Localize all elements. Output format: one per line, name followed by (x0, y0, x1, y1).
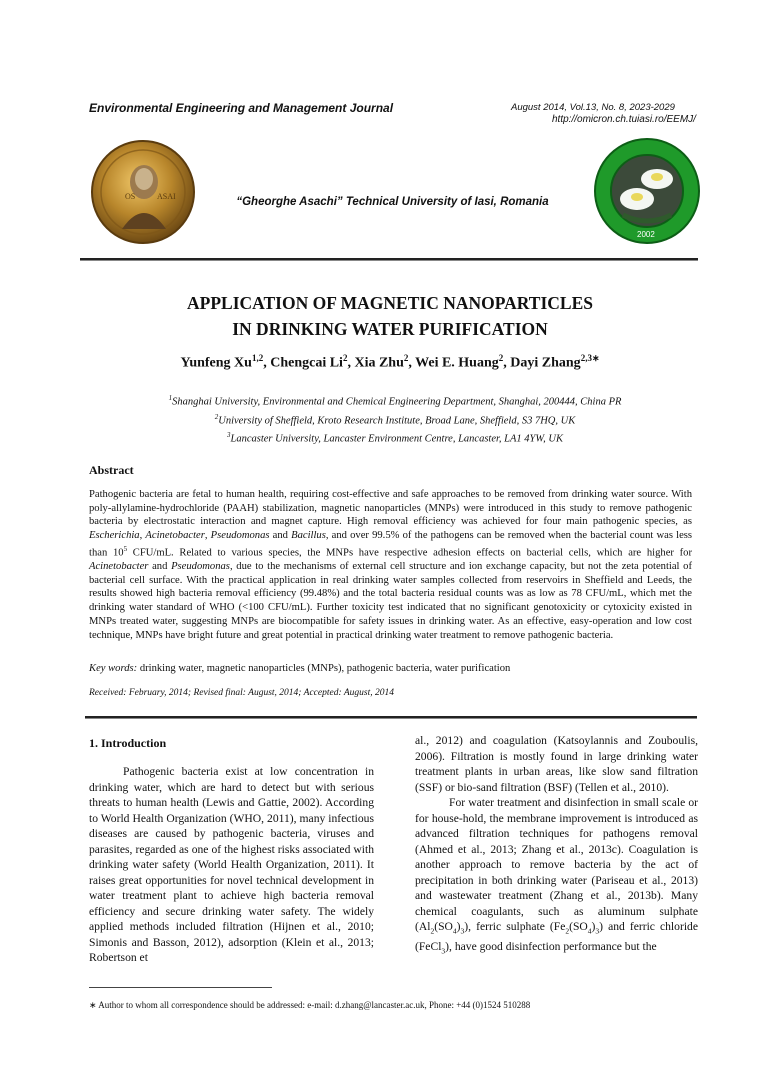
left-column (89, 764, 374, 966)
author-affiliation-marker: 2,3∗ (580, 353, 600, 363)
received-dates: Received: February, 2014; Revised final: August, 2014; Accepted: August, 2014 (89, 688, 394, 698)
keywords (89, 663, 692, 674)
abstract-body: Pathogenic bacteria are fetal to human health, requiring cost-effective and safe approaches to be removed from drinking water source. With poly-allylamine-hydrochloride (PAAH) stabilization, magnetic nanoparticles (MNPs) were introduced in this study to remove pathogenic bacteria by electrostatic interaction and magnet capture. High removal efficiency was achieved for four main pathogenic species, as Escherichia, Acinetobacter, Pseudomonas and Bacillus, and over 99.5% of the pathogens can be removed when the bacterial count was less than $10^5$ CFU/mL. Related to various species, the MNPs have respective adhesion effects on bacterial cells, which are higher for Acinetobacter and Pseudomonas, due to the mechanisms of external cell structure and ion exchange capacity, but not the zeta potential of bacterial cell surface. With the practical application in real drinking water samples collected from reservoirs in Sheffield and Leeds, the results showed high bacteria removal efficiency (99.48%) and the total bacteria residual counts was as low as 78 CFU/mL, which met the drinking water standard of WHO (<100 CFU/mL). Further toxicity test indicated that no significant genotoxicity or cytoxicity existed in MNPs treated water, suggesting MNPs are biocompatible for safety issues in drinking water. As an effective, easy-operation and low cost technique, MNPs have bright future and great potential in practical drinking water treatment to remove pathogenic bacteria. (89, 489, 693, 641)
author-name: Yunfeng Xu (180, 355, 252, 371)
author-affiliation-marker: 2 (498, 353, 504, 363)
affiliation-line: $^2$University of Sheffield, Kroto Research Institute, Broad Lane, Sheffield, S3 7HQ, UK (214, 412, 576, 426)
section-heading-introduction: 1. Introduction (89, 736, 167, 750)
svg-text:ASAI: ASAI (157, 192, 176, 201)
paragraph: Pathogenic bacteria exist at low concentration in drinking water, which are hard to detect but with serious threats to human health (Lewis and Gattie, 2002). According to World Health Organization (WHO, 2011), many infectious diseases are caused by pathogenic bacteria, viruses and parasites, regarded as one of the highest risks associated with drinking water safety (World Health Organization, 2011). It raises great opportunities for novel technical development in water treatment plant to achieve high bacteria removal efficiency and secure drinking water safety. The widely applied methods included filtration (Hijnen et al., 2010; Simonis and Basson, 2012), adsorption (Klein et al., 2013; Robertson et (89, 765, 374, 964)
header-divider (80, 258, 698, 261)
author-name: Chengcai Li (270, 355, 343, 371)
svg-text:OS: OS (125, 192, 136, 201)
author-affiliation-marker: 1,2 (251, 353, 264, 363)
university-name: “Gheorghe Asachi” Technical University of Iasi, Romania (236, 196, 549, 208)
affiliations (100, 391, 690, 447)
correspondence-footnote: ∗ Author to whom all correspondence should be addressed: e-mail: d.zhang@lancaster.ac.uk, Phone: +44 (0)1524 510288 (89, 1000, 531, 1010)
affiliation-line: $^1$Shanghai University, Environmental and Chemical Engineering Department, Shanghai, 200444, China PR (168, 394, 622, 408)
paragraph: For water treatment and disinfection in small scale or for house-hold, the membrane improvement is introduced as advanced filtration techniques for pathogens removal (Ahmed et al., 2013; Zhang et al., 2013c). Coagulation is another approach to remove bacteria by the act of precipitation in both drinking water (Pariseau et al., 2013) and wastewater treatment (Zhang et al., 2013b). Many chemical coagulants, such as aluminum sulphate $(Al_2(SO_4)_3)$, ferric sulphate $(Fe_2(SO_4)_3)$ and ferric chloride (FeCl$_3$), have good disinfection performance but the (415, 796, 698, 956)
paragraph: al., 2012) and coagulation (Katsoylannis and Zouboulis, 2006). Filtration is mostly found in large drinking water treatment plants in urban areas, like slow sand filtration (SSF) or bio-sand filtration (BSF) (Tellen et al., 2010). (415, 734, 698, 794)
title-line-2: IN DRINKING WATER PURIFICATION (232, 319, 548, 339)
footnote-divider (89, 987, 272, 988)
keywords-label: Key words: (89, 663, 138, 674)
author-name: Dayi Zhang (510, 355, 581, 371)
university-medal-logo-icon (89, 137, 197, 245)
author-list: Yunfeng Xu$^{1,2}$, Chengcai Li$^2$, Xia Zhu$^2$, Wei E. Huang$^2$, Dayi Zhang$^{2,3∗}$ (180, 353, 600, 371)
keywords-list: drinking water, magnetic nanoparticles (MNPs), pathogenic bacteria, water purification (137, 663, 511, 674)
author-affiliation-marker: 2 (342, 353, 348, 363)
author-name: Xia Zhu (354, 355, 404, 371)
journal-url[interactable]: http://omicron.ch.tuiasi.ro/EEMJ/ (552, 114, 696, 125)
affiliation-line: $^3$Lancaster University, Lancaster Environment Centre, Lancaster, LA1 4YW, UK (227, 431, 563, 445)
svg-text:2002: 2002 (637, 230, 655, 239)
author-name: Wei E. Huang (415, 355, 499, 371)
author-affiliation-marker: 2 (403, 353, 409, 363)
abstract-divider (85, 716, 697, 719)
right-column (415, 733, 698, 959)
journal-name: Environmental Engineering and Management Journal (89, 101, 394, 115)
article-title (100, 290, 680, 342)
issue-info: August 2014, Vol.13, No. 8, 2023-2029 (511, 102, 675, 113)
title-line-1: APPLICATION OF MAGNETIC NANOPARTICLES (187, 293, 593, 313)
eemj-journal-logo-icon (593, 137, 701, 245)
abstract-heading: Abstract (89, 463, 134, 477)
